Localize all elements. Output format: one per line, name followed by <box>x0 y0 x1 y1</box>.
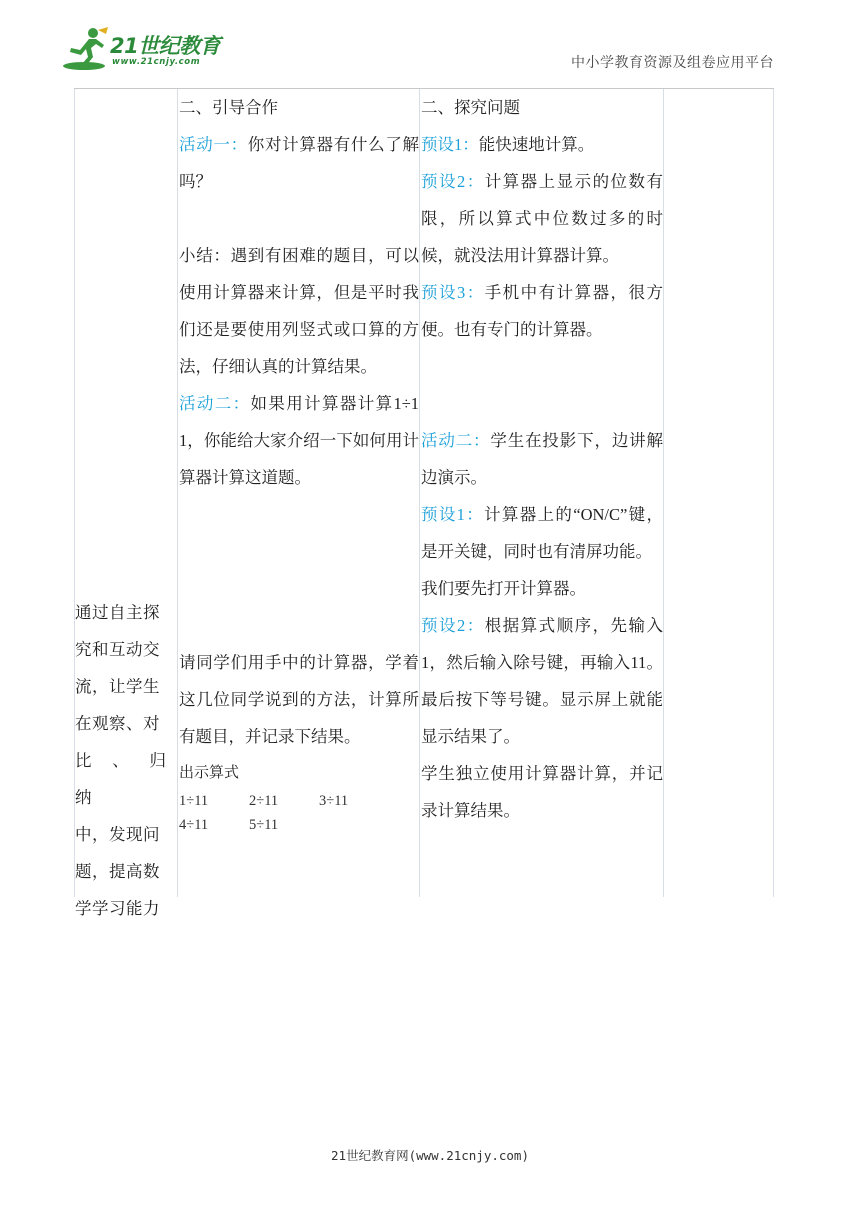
page-footer: 21世纪教育网(www.21cnjy.com) <box>331 1148 529 1163</box>
activity-text: 如果用计算器计算 <box>250 394 394 413</box>
expression-item: 3÷11 <box>319 793 349 809</box>
preset-label: 预设 <box>421 172 457 191</box>
preset-item <box>421 607 663 755</box>
column-teacher <box>179 89 419 837</box>
section-heading: 二、探究问题 <box>421 98 520 117</box>
preset-label: 预设 <box>421 616 457 635</box>
objective-line: 流，让学生 <box>75 677 160 696</box>
number: 1 <box>421 653 430 672</box>
preset-number: 1： <box>454 135 479 154</box>
key-name: “ON/C” <box>573 505 628 524</box>
objective-line: 中，发现问 <box>75 825 160 844</box>
preset-text: 能快速地计算。 <box>478 135 595 154</box>
preset-text: 。最后按下等号键。显示屏上就能显示结果了。 <box>421 653 664 746</box>
expression-item: 4÷11 <box>179 817 209 833</box>
page-header <box>0 0 860 90</box>
number: 11 <box>630 653 647 672</box>
preset-number: 1： <box>456 505 485 524</box>
column-objective <box>75 594 177 927</box>
activity-two <box>421 422 663 496</box>
table-divider-2 <box>419 89 420 897</box>
preset-text: 键，是开关键，同时也有清屏功能。 <box>421 505 664 561</box>
preset-text: 根据算式顺序，先输入 <box>484 616 664 635</box>
expression-row <box>179 813 419 837</box>
logo-wordmark: 21世纪教育 <box>110 34 221 58</box>
preset-number: 2： <box>456 616 485 635</box>
expression-item: 5÷11 <box>249 817 279 833</box>
preset-text: 手机中有计算器，很方便。也有专门的计算器。 <box>421 283 664 339</box>
table-border-right <box>773 89 774 897</box>
logo-url: www.21cnjy.com <box>112 57 201 67</box>
open-calculator-text: 我们要先打开计算器。 <box>421 579 586 598</box>
preset-item <box>421 126 663 163</box>
expression-item: 1÷11 <box>179 793 209 809</box>
objective-line: 学学习能力 <box>75 899 160 918</box>
preset-text: 计算器上显示的位数有限，所以算式中位数过多的时候，就没法用计算器计算。 <box>421 172 664 265</box>
activity-text: ，你能给大家介绍一下如何用计算器计算这道题。 <box>179 431 419 487</box>
preset-label: 预设 <box>421 283 457 302</box>
activity-text: 你对计算器有什么了解吗？ <box>179 135 420 191</box>
summary-text: 小结：遇到有困难的题目，可以使用计算器来计算，但是平时我们还是要使用列竖式或口算的方法，仔细认真的计算结果。 <box>179 246 419 376</box>
lesson-table <box>74 89 774 918</box>
independent-work-text: 学生独立使用计算器计算，并记录计算结果。 <box>421 764 663 820</box>
instruction-text: 请同学们用手中的计算器，学着这几位同学说到的方法，计算所有题目，并记录下结果。 <box>179 653 419 746</box>
preset-text: 计算器上的 <box>484 505 574 524</box>
table-divider-3 <box>663 89 664 897</box>
objective-line: 通过自主探 <box>75 603 160 622</box>
preset-item <box>421 496 663 570</box>
preset-label: 预设 <box>421 135 454 154</box>
section-heading: 二、引导合作 <box>179 98 278 117</box>
activity-label: 活动一： <box>179 135 248 154</box>
expression-item: 2÷11 <box>249 793 279 809</box>
objective-line: 究和互动交 <box>75 640 160 659</box>
table-divider-1 <box>177 89 178 897</box>
activity-label: 活动二： <box>179 394 251 413</box>
column-student <box>421 89 663 829</box>
preset-number: 3： <box>456 283 485 302</box>
activity-label: 活动二： <box>421 431 491 450</box>
activity-text: 学生在投影下，边讲解边演示。 <box>421 431 664 487</box>
platform-title: 中小学教育资源及组卷应用平台 <box>571 55 774 71</box>
expression-row <box>179 789 419 813</box>
preset-text: ，然后输入除号键，再输入 <box>429 653 631 672</box>
show-expressions-label: 出示算式 <box>179 763 240 781</box>
objective-line: 在观察、对 <box>75 714 160 733</box>
objective-line: 比、归纳 <box>75 751 177 807</box>
expression: 1÷11 <box>179 394 420 450</box>
objective-line: 题，提高数 <box>75 862 160 881</box>
activity-one <box>179 126 419 200</box>
preset-item <box>421 163 663 274</box>
runner-logo-icon <box>62 26 110 72</box>
preset-item <box>421 274 663 348</box>
preset-label: 预设 <box>421 505 457 524</box>
activity-two <box>179 385 419 496</box>
site-logo[interactable] <box>62 26 232 74</box>
preset-number: 2： <box>456 172 485 191</box>
